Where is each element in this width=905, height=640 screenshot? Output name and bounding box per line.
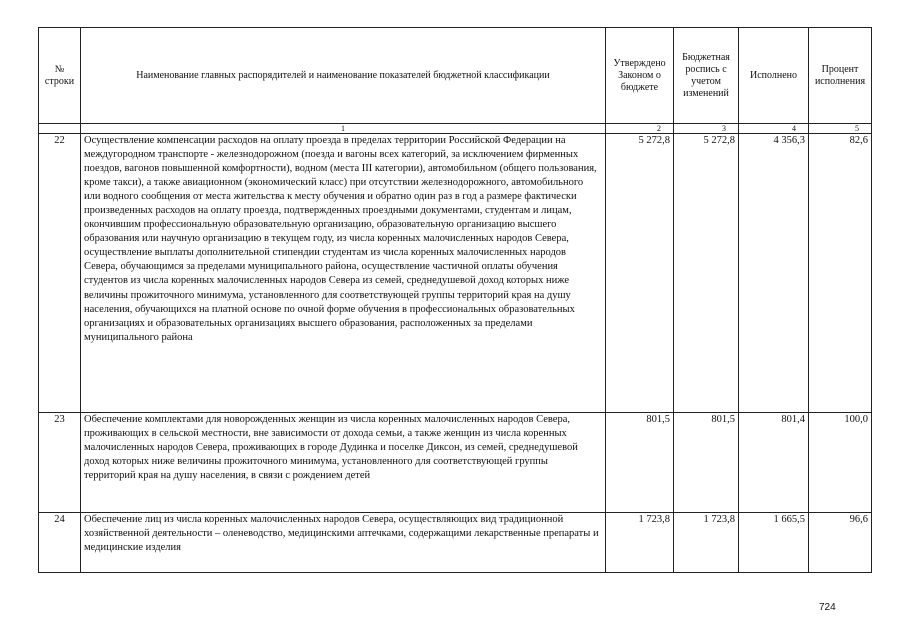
table-row [39,413,872,513]
row-budget-list: 5 272,8 [674,134,739,413]
row-budget-list: 1 723,8 [674,513,739,573]
header-executed: Исполнено [739,28,809,124]
column-number: 1 [81,124,606,134]
table-row [39,513,872,573]
column-number: 4 [739,124,809,134]
header-name: Наименование главных распорядителей и наименование показателей бюджетной классификации [81,28,606,124]
column-number: 3 [674,124,739,134]
table-row [39,134,872,413]
row-executed: 4 356,3 [739,134,809,413]
table-header-row [39,28,872,124]
header-percent: Процент исполнения [809,28,872,124]
column-number [39,124,81,134]
row-name: Обеспечение комплектами для новорожденных женщин из числа коренных малочисленных народов Севера, проживающих в сельской местности, вне зависимости от дохода семьи, а также женщин из числа коренных малочисленных народов Севера, проживающих в городе Дудинка и поселке Диксон, из семей, среднедушевой доход которых ниже величины прожиточного минимума, установленного для соответствующей группы территорий края на душу населения, в связи с рождением детей [81,413,606,513]
page-number: 724 [819,602,836,613]
row-percent: 82,6 [809,134,872,413]
row-number: 22 [39,134,81,413]
row-number: 24 [39,513,81,573]
header-row-no: № строки [39,28,81,124]
column-number: 5 [809,124,872,134]
row-executed: 1 665,5 [739,513,809,573]
row-budget-list: 801,5 [674,413,739,513]
row-name: Обеспечение лиц из числа коренных малочисленных народов Севера, осуществляющих вид традиционной хозяйственной деятельности – оленеводство, медицинскими аптечками, содержащими лекарственные препараты и медицинские изделия [81,513,606,573]
column-number-row [39,124,872,134]
row-percent: 96,6 [809,513,872,573]
row-percent: 100,0 [809,413,872,513]
row-approved: 5 272,8 [606,134,674,413]
row-executed: 801,4 [739,413,809,513]
row-number: 23 [39,413,81,513]
header-approved: Утверждено Законом о бюджете [606,28,674,124]
row-approved: 801,5 [606,413,674,513]
row-approved: 1 723,8 [606,513,674,573]
row-name: Осуществление компенсации расходов на оплату проезда в пределах территории Российской Федерации на междугородном транспорте - железнодорожном (поезда и вагоны всех категорий, за исключением фирменных поездов, вагонов повышенной комфортности), водном (места III категории), автомобильном (общего пользования, кроме такси), а также авиационном (экономический класс) при отсутствии железнодорожного, автомобильного или водного сообщения от места жительства к месту обучения и обратно один раз в год а размере фактически произведенных расходов на оплату проезда, подтвержденных проездными документами, студентам и лицам, окончившим профессиональную образовательную организацию, образовательную организацию высшего образования или научную организацию в текущем году, из числа коренных малочисленных народов Севера, осуществление выплаты дополнительной стипендии студентам из числа коренных малочисленных народов Севера, обучающимся за пределами муниципального района, осуществление частичной оплаты обучения студентов из числа коренных малочисленных народов Севера из семей, среднедушевой доход которых ниже величины прожиточного минимума, установленного для соответствующей группы территорий края на душу населения, обучающихся на платной основе по очной форме обучения в профессиональных образовательных организациях и образовательных организациях высшего образования, расположенных за пределами муниципального района [81,134,606,413]
header-budget-list: Бюджетная роспись с учетом изменений [674,28,739,124]
column-number: 2 [606,124,674,134]
budget-execution-table [38,27,872,573]
